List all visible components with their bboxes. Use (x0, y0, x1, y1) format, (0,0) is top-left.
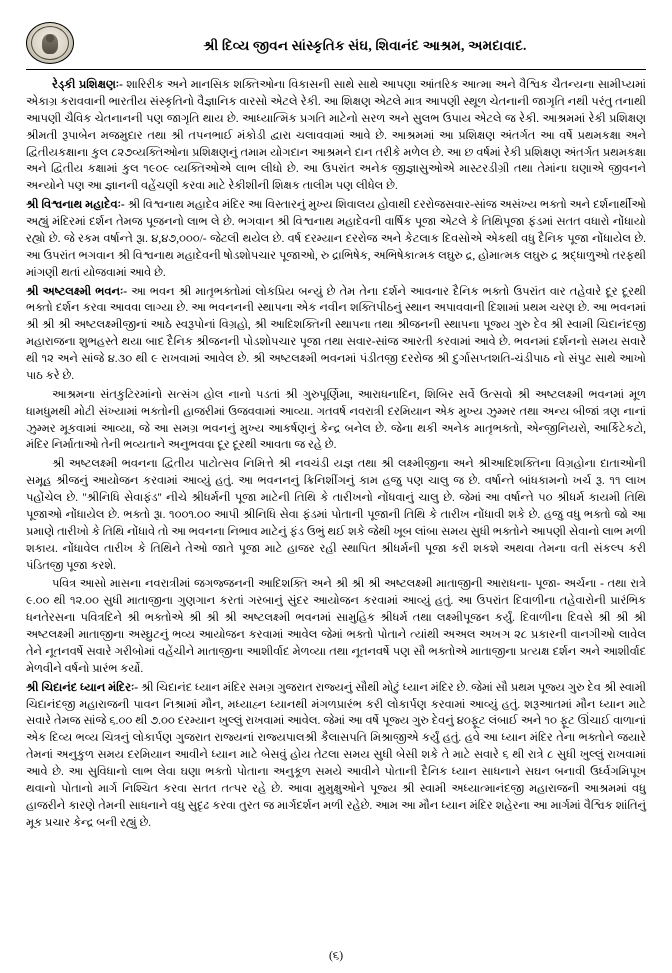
page-header (26, 22, 646, 66)
paragraph-heading-dhyan-mandir: શ્રી ચિદાનંદ ધ્યાન મંદિરઃ- (26, 681, 139, 694)
paragraph-ashtalakshmi (26, 284, 646, 385)
paragraph-text-dhyan-mandir: શ્રી ચિદાનંદ ધ્યાન મંદિર સમગ્ર ગુજરાત રાજ્યનું સૌથી મોટું ધ્યાન મંદિર છે. જેમાં સૌ પ્રથમ પૂજ્ય ગુરુ દેવ શ્રી સ્વામી ચિદાનંદજી મહારાજની પાવન નિશ્રામાં મૌન, મધ્યાહ્ન ધ્યાનથી મંગળપ્રારંભ કરી લોકાર્પણ કરવામાં આવ્યું હતું. શરૂઆતમાં મૌન ધ્યાન માટે સવારે તેમજ સાંજે ૬.૦૦ થી ૭.૦૦ દરમ્યાન ખુલ્લું રાખવામાં આવેલ. જેમાં આ વર્ષે પૂજ્ય ગુરુ દેવનું ૪૦ફૂટ લંબાઈ અને ૧૦ ફૂટ ઊંચાઈ વાળાનાં એક દિવ્ય ભવ્ય ચિત્રનું લોકાર્પણ ગુજરાત રાજ્યનાં રાજ્યપાલશ્રી કૈલાસપતિ મિશ્રાજીએ કર્યું હતું. હવે આ ધ્યાન મંદિર તેના ભક્તોને જયારે તેમનાં અનુકુળ સમય દરમિયાન આવીને ધ્યાન માટે બેસવું હોય તેટલા સમય સુધી બેસી શકે તે માટે સવારે ૬ થી રાત્રે ૮ સુધી ખુલ્લું રાખવામાં આવે છે. આ સુવિધાનો લાભ લેવા ઘણા ભક્તો પોતાના અનુકૂળ સમયે આવીને પોતાની દૈનિક ધ્યાન સાધનાને સઘન બનાવી ઉર્ધ્વગમિપૂખ થવાનો પોતાનો માર્ગ નિશ્ચિત કરવા સતત તત્પર રહે છે. આવા મુમુક્ષુઓને પૂજ્ય શ્રી સ્વામી અધ્યાત્માનંદજી મહારાજની આશ્રમમાં વધુ હાજરીને કારણે તેમની સાધનાને વધુ સુદૃઢ કરવા તુરત જ માર્ગદર્શન મળી રહેછે. આમ આ મૌન ધ્યાન મંદિર શહેરના આ માર્ગમાં વૈશ્વિક શાંતિનું મૂક પ્રચાર કેન્દ્ર બની રહ્યું છે. (26, 681, 646, 829)
paragraph-text-satsang: આશ્રમના સંતકુટિરમાંનો સત્સંગ હોલ નાનો પડતાં શ્રી ગુરુપૂર્ણિમા, આરાધનાદિન, શિબિર સર્વે ઉત્સવો શ્રી અષ્ટલક્ષ્મી ભવનમાં મૂળ ધામધુમથી મોટી સંખ્યામાં ભક્તોની હાજરીમાં ઉજવવામાં આવ્યા. ગતવર્ષ નવરાત્રી દરમિયાન એક મુખ્ય ઝુમ્મર તથા અન્ય બીજાં ત્રણ નાનાં ઝુમ્મર મૂકવામાં આવ્યા, જે આ સમગ્ર ભવનનું મુખ્ય આકર્ષણનું કેન્દ્ર બનેલ છે. જેના થકી અનેક માતૃભક્તો, એન્જીનિયરો, આર્કિટેકટો, મંદિર નિર્માતાઓ તેની ભવ્યતાને અનુભવવા દૂર દૂરથી આવતા જ રહે છે. (26, 388, 646, 452)
header-divider (26, 69, 646, 70)
paragraph-text-navratri: પવિત્ર આસો માસના નવરાત્રીમાં જગજ્જનની આદિશક્તિ અને શ્રી શ્રી શ્રી અષ્ટલક્ષ્મી માતાજીની આરાધના- પૂજા- અર્ચના - તથા રાત્રે ૯.૦૦ થી ૧૨.૦૦ સુધી માતાજીના ગુણગાન કરતાં ગરબાનું સુંદર આયોજન કરવામાં આવ્યું હતું. આ ઉપરાંત દિવાળીના તહેવારોની પ્રારંભિક ધનતેરસના પવિત્રદિને શ્રી ભક્તોએ શ્રી શ્રી શ્રી અષ્ટલક્ષ્મી ભવનમાં સામુહિક શ્રીધર્મ તથા લક્ષ્મીપૂજન કર્યું. દિવાળીના દિવસે શ્રી શ્રી શ્રી અષ્ટલક્ષ્મી માતાજીના અસ્ઘ્રુટનું ભવ્ય આયોજન કરવામાં આવેલ જેમાં ભક્તો પોતાને ત્યાંથી અઅલ અખઞ ૨૮ પ્રકારની વાનગીઓ લાવેલ તેને નૂતનવર્ષે સવારે ગરીબોમાં વહેંચીને માતાજીના આશીર્વાદ મેળવ્યા તથા નૂતનવર્ષે પણ સૌ ભક્તોએ માતાજીના પ્રત્યક્ષ દર્શન અને આશીર્વાદ મેળવીને વર્ષનો પ્રારંભ કર્યો. (26, 578, 646, 675)
paragraph-heading-vishwanath: શ્રી વિશ્વનાથ મહાદેવઃ- (26, 199, 125, 212)
paragraph-text-reiki: શારિરીક અને માનસિક શક્તિઓના વિકાસની સાથે સાથે આપણા આંતરિક આત્મા અને વૈશ્વિક ચૈતન્યના સામીપ્યમાં એકાગ્ર કરાવવાની ભારતીય સંસ્કૃતિનો વૈજ્ઞાનિક વારસો એટલે રેકી. આ શિક્ષણ એટલે માત્ર આપણી સ્થૂળ ચેતનાની જાગૃતિ નથી પરંતુ તનાથી આપણી ચૈવિક ચેતનાનની પણ જાગૃતિ થાય છે. આધ્યાત્મિક પ્રગતિ માટેનો સરળ અને સુલભ ઉપાય એટલે જ રેકી. આશ્રમમાં રેકી પ્રશિક્ષણ શ્રીમતી રૂપાબેન મજમુદાર તથા શ્રી તપનભાઈ મંકોડી દ્વારા ચલાવવામાં આવે છે. આશ્રમમાં આ પ્રશિક્ષણ અંતર્ગત આ વર્ષે પ્રથમકક્ષા અને દ્વિતીયકક્ષાના કુલ ૮૨૭વ્યક્તિઓના પ્રશિક્ષણનું તમામ યોગદાન આશ્રમને દાન તરીકે મળેલ છે. આ છ વર્ષમાં રેકી પ્રશિક્ષણ અંતર્ગત પ્રથમકક્ષા અને દ્વિતીય કક્ષામાં કુલ ૧૯૦૯ વ્યક્તિઓએ લાભ લીધો છે. આ ઉપરાંત અનેક જીજ્ઞાસુઓએ માસ્ટરડીગ્રી તથા તેમાંના ઘણાએ જીવનને અન્યોને પણ આ જ્ઞાનની વહેંચણી કરવા માટે રેકીશીની શિક્ષક તાલીમ પણ લીધેલ છે. (26, 79, 646, 193)
emblem-figure (42, 34, 58, 54)
document-body (26, 77, 646, 832)
paragraph-text-patotsav: શ્રી અષ્ટલક્ષ્મી ભવનના દ્વિતીય પાટોત્સવ નિમિત્તે શ્રી નવચંડી યજ્ઞ તથા શ્રી લક્ષ્મીજીના અને શ્રીઆદિશક્તિના વિગ્રહોના દાતાઓની સમૂહ શ્રીજનું આયોજન કરવામાં આવ્યું હતું. આ ભવનનનું ક્રિનિશીંગનું કામ હજુ પણ ચાલુ જ છે. વર્ષાન્તે બાંધકામનો ખર્ચ રૂ. ૧૧ લાખ પહોંચેલ છે. ''શ્રીનિધિ સેવાફંડ'' નીચે શ્રીધર્મની પૂજા માટેની તિથિ કે તારીખનો નોંધવાનું ચાલુ છે. જેમાં આ વર્ષાન્તે ૫૦ શ્રીધર્મ કાયમી તિથિ પૂજાઓ નોંધાયેલ છે. ભક્તો રૂા. ૧૦૦૧.૦૦ આપી શ્રીનિધિ સેવા ફંડમાં પોતાની પૂજાની તિથિ કે તારીખ નોંધાવી શકે છે. હજુ વધુ ભક્તો જો આ પ્રમાણે તારીખો કે તિથિ નોંધાવે તો આ ભવનના નિભાવ માટેનું ફંડ ઉભું થઈ શકે જેથી ખૂબ લાંબા સમય સુધી ભક્તોને આપણી સેવાનો લાભ મળી શકાય. નોંધાવેલ તારીખ કે તિથિને તેઓ જાતે પૂજા માટે હાજર રહી સ્થાપિત શ્રીધર્મની પૂજા કરી શકશે અથવા તેમના વતી સંકલ્પ કરી પંડિતજી પૂજા કરશે. (26, 458, 646, 572)
paragraph-navratri (26, 576, 646, 677)
paragraph-patotsav (26, 456, 646, 574)
paragraph-heading-reiki: રેડ્કી પ્રશિક્ષણઃ- (52, 79, 123, 91)
page-number: (૬) (328, 950, 344, 962)
paragraph-reiki (26, 77, 646, 195)
paragraph-text-vishwanath: શ્રી વિશ્વનાથ મહાદેવ મંદિર આ વિસ્તારનું મુખ્ય શિવાલય હોવાથી દરરોજસવાર-સાંજ અસંખ્ય ભક્તો અને દર્શનાર્થીઓ અહ્યું મંદિરમાં દર્શન તેમજ પૂજનનો લાભ લે છે. ભગવાન શ્રી વિશ્વનાથ મહાદેવની વાર્ષિક પૂજા એટલે કે તિથિપૂજા ફંડમાં સતત વધારો નોંધાયો રહ્યો છે. જે રકમ વર્ષાન્તે રૂા. ૪,૪૭,૦૦૦/- જેટલી થયેલ છે. વર્ષ દરમ્યાન દરરોજ અને કેટલાક દિવસોએ એકથી વધુ દૈનિક પૂજા નોંધાયેલ છે. આ ઉપરાંત ભગવાન શ્રી વિશ્વનાથ મહાદેવની ષોડશોપચાર પૂજાઓ, રુ દ્રાભિષેક, અભિષેકાત્મક લઘુરુ દ્ર, હોમાત્મક લઘુરુ દ્ર શ્રદ્ધાળુઓ તરફથી માંગણી થતાં યોજવામાં આવે છે. (26, 199, 647, 279)
paragraph-satsang (26, 387, 646, 455)
organization-title: શ્રી દિવ્ય જીવન સાંસ્કૃતિક સંઘ, શિવાનંદ આશ્રમ, અમદાવાદ. (203, 38, 527, 53)
sanstha-emblem-icon (26, 22, 74, 64)
paragraph-dhyan-mandir (26, 680, 646, 832)
paragraph-vishwanath (26, 197, 646, 281)
paragraph-text-ashtalakshmi: આ ભવન શ્રી માતૃભક્તોમાં લોકપ્રિય બન્યું છે તેમ તેના દર્શને આવનાર દૈનિક ભક્તો ઉપરાંત વાર તહેવારે દૂર દૂરથી ભક્તો દર્શન કરવા આવવા લાગ્યા છે. આ ભવનનની સ્થાપના એક નવીન શક્તિપીઠનું સ્થાન અપાવવાની દિશામાં પ્રથમ ચરણ છે. આ ભવનમાં શ્રી શ્રી શ્રી અષ્ટલક્ષ્મીજીનાં આઠે સ્વરૂપોનાં વિગ્રહો, શ્રી આદિશક્તિની સ્થાપના તથા શ્રીજનની સ્થાપના પૂજ્ય ગુરુ દેવ શ્રી સ્વામી ચિદાનંદજી મહારાજના શુભહસ્તે થયા બાદ દૈનિક શ્રીજનની પોડશોપચાર પૂજા તથા સવાર-સાંજ આરતી કરવામાં આવે છે. ભવનમાં દર્શનનો સમય સવારે થી ૧૨ અને સાંજે ૪.૩૦ થી ૯ રાખવામાં આવેલ છે. શ્રી અષ્ટલક્ષ્મી ભવનમાં પંડીતજી દરરોજ શ્રી દુર્ગાસપ્તશતિ-ચંડીપાઠ નો સંપુટ સાથે આખો પાઠ કરે છે. (26, 285, 646, 382)
paragraph-heading-ashtalakshmi: શ્રી અષ્ટલક્ષ્મી ભવનઃ- (26, 285, 128, 298)
